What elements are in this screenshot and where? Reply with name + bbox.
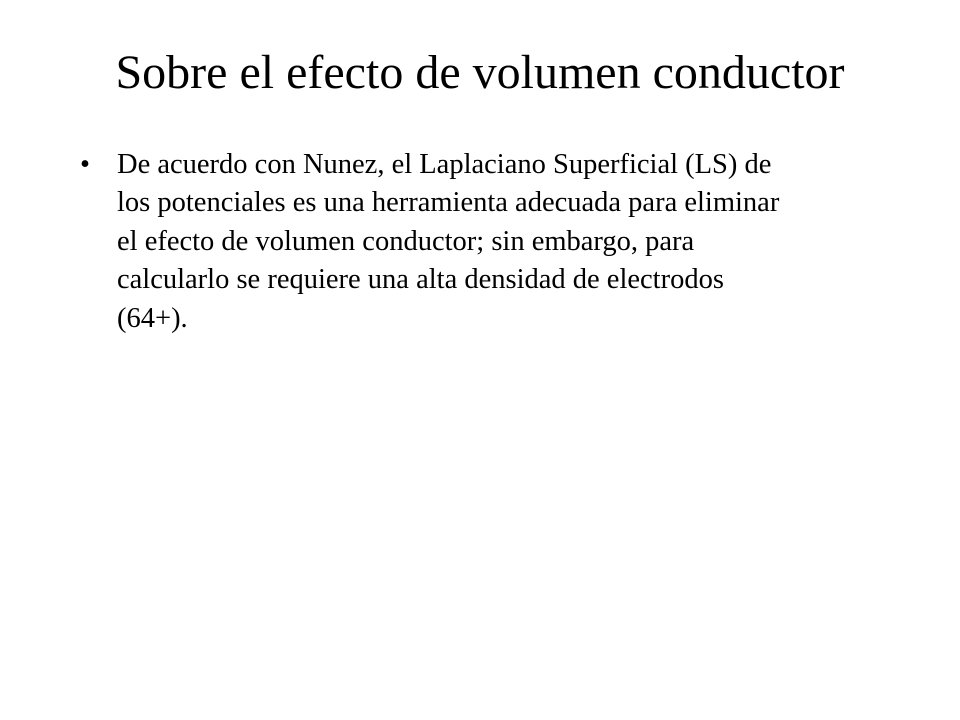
bullet-text-line-2: los potenciales es una herramienta adecuada para eliminar <box>117 187 780 219</box>
bullet-text-line-3: el efecto de volumen conductor; sin embargo, para <box>117 225 695 257</box>
bullet-text-line-4: calcularlo se requiere una alta densidad de electrodos <box>117 264 724 296</box>
bullet-item <box>80 146 880 338</box>
slide-title: Sobre el efecto de volumen conductor <box>115 46 845 99</box>
bullet-marker: • <box>80 149 90 180</box>
bullet-text-line-5: (64+). <box>117 302 188 334</box>
bullet-list <box>80 146 880 338</box>
bullet-text-line-1: De acuerdo con Nunez, el Laplaciano Superficial (LS) de <box>117 149 772 180</box>
